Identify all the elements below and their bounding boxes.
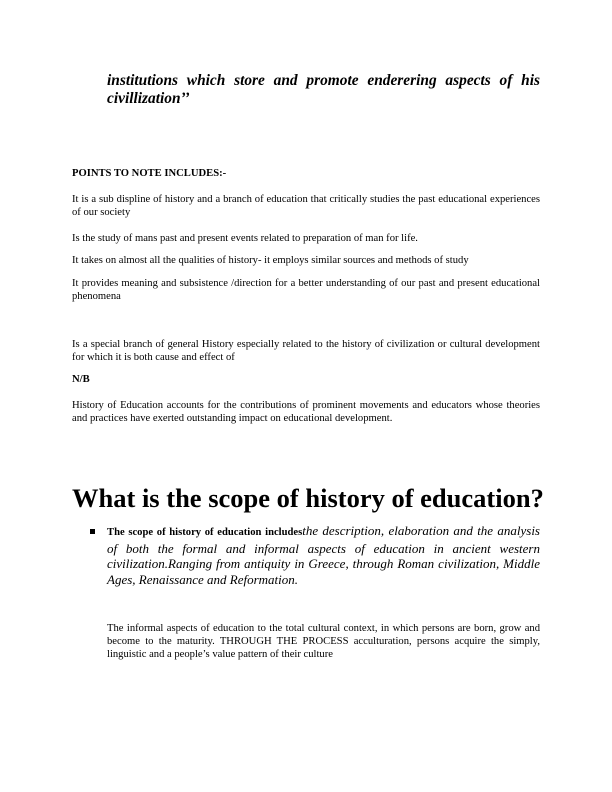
points-heading: POINTS TO NOTE INCLUDES:- xyxy=(72,168,227,179)
special-branch-paragraph: Is a special branch of general History especially related to the history of civilization or cultural development for which it is both cause and effect of xyxy=(72,339,540,363)
point-item: Is the study of mans past and present events related to preparation of man for life. xyxy=(72,233,418,244)
point-item: It provides meaning and subsistence /direction for a better understanding of our past and present educational phenomena xyxy=(72,278,540,302)
bullet-square-icon xyxy=(90,529,95,534)
scope-bullet-lead: The scope of history of education includes xyxy=(107,527,303,538)
point-item: It is a sub displine of history and a branch of education that critically studies the past educational experiences of our society xyxy=(72,194,540,218)
scope-title: What is the scope of history of education? xyxy=(72,483,544,513)
scope-bullet xyxy=(107,523,540,587)
scope-bullet-body: the description, elaboration and the analysis of both the formal and informal aspects of education in ancient western civilization.Ranging from antiquity in Greece, through Roman civilization, Middle Ages, Renaissance and Reformation. xyxy=(107,523,540,587)
nb-label: N/B xyxy=(72,374,90,385)
quote-text: institutions which store and promote enderering aspects of his civillization’’ xyxy=(107,72,540,107)
informal-paragraph: The informal aspects of education to the total cultural context, in which persons are born, grow and become to the maturity. THROUGH THE PROCESS acculturation, persons acquire the simply, linguistic and a people’s value pattern of their culture xyxy=(107,623,540,660)
nb-paragraph: History of Education accounts for the contributions of prominent movements and educators whose theories and practices have exerted outstanding impact on educational development. xyxy=(72,400,540,424)
point-item: It takes on almost all the qualities of history- it employs similar sources and methods of study xyxy=(72,255,469,266)
